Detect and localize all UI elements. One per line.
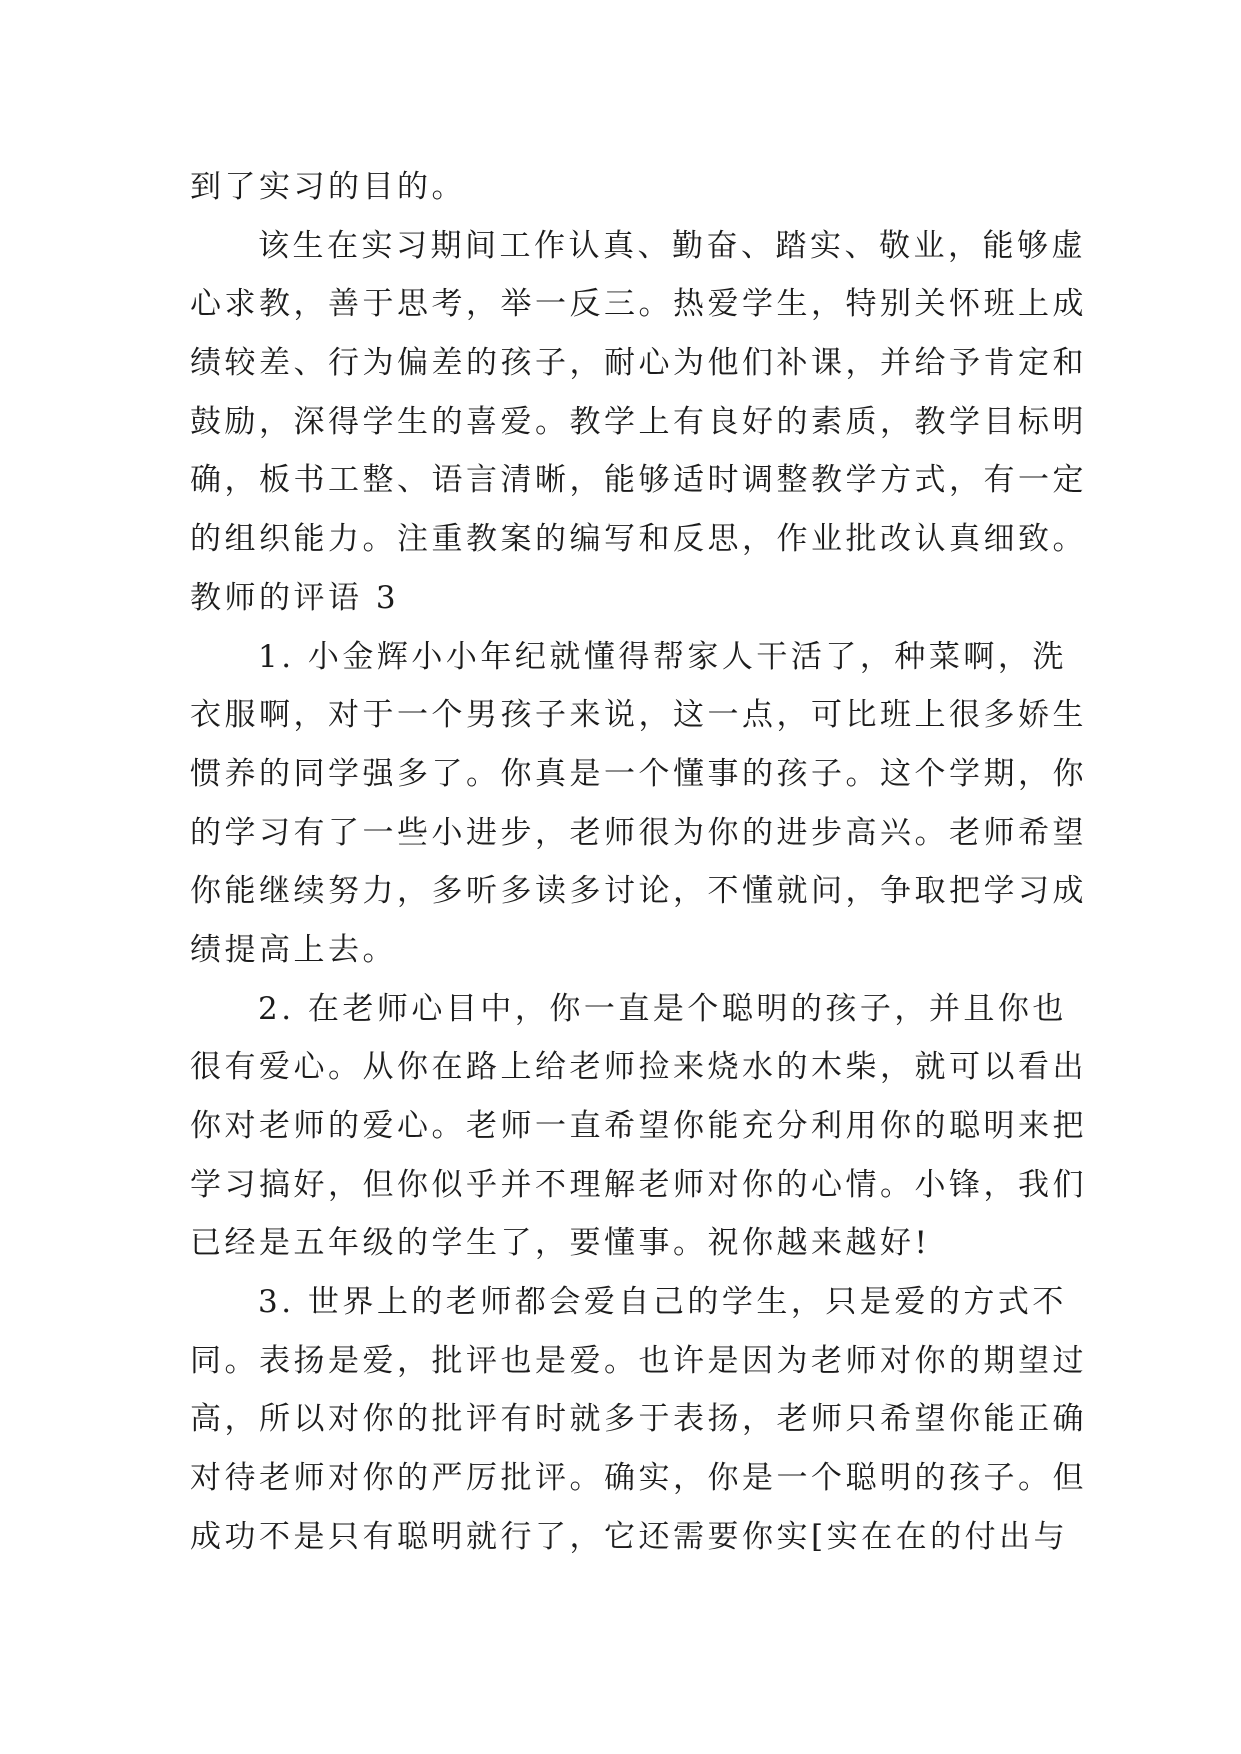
document-body — [190, 158, 1087, 1567]
text-line: 鼓励，深得学生的喜爱。教学上有良好的素质，教学目标明 — [190, 403, 1087, 440]
text-line: 很有爱心。从你在路上给老师捡来烧水的木柴，就可以看出 — [190, 1049, 1087, 1086]
text-line: 到了实习的目的。 — [190, 169, 466, 205]
text-line: 你对老师的爱心。老师一直希望你能充分利用你的聪明来把 — [190, 1108, 1087, 1144]
text-line: 同。表扬是爱，批评也是爱。也许是因为老师对你的期望过 — [190, 1342, 1087, 1379]
text-line: 确，板书工整、语言清晰，能够适时调整教学方式，有一定 — [190, 462, 1087, 499]
text-line: 绩较差、行为偏差的孩子，耐心为他们补课，并给予肯定和 — [190, 345, 1087, 382]
text-line: 对待老师对你的严厉批评。确实，你是一个聪明的孩子。但 — [190, 1460, 1087, 1497]
text-line: 你能继续努力，多听多读多讨论，不懂就问，争取把学习成 — [190, 873, 1087, 910]
text-line: 的学习有了一些小进步，老师很为你的进步高兴。老师希望 — [190, 814, 1087, 851]
text-line: 的组织能力。注重教案的编写和反思，作业批改认真细致。 — [190, 521, 1087, 558]
text-line: 成功不是只有聪明就行了，它还需要你实[实在在的付出与 — [190, 1518, 1069, 1555]
text-line: 心求教，善于思考，举一反三。热爱学生，特别关怀班上成 — [190, 286, 1087, 323]
section-heading: 教师的评语 3 — [190, 579, 400, 616]
list-item-3-start: 3. 世界上的老师都会爱自己的学生，只是爱的方式不 — [258, 1284, 1067, 1321]
paragraph-start-line: 该生在实习期间工作认真、勤奋、踏实、敬业，能够虚 — [258, 227, 1086, 264]
text-line: 衣服啊，对于一个男孩子来说，这一点，可比班上很多娇生 — [190, 697, 1087, 734]
text-line: 学习搞好，但你似乎并不理解老师对你的心情。小锋，我们 — [190, 1166, 1087, 1203]
text-line: 绩提高上去。 — [190, 931, 397, 968]
list-item-1-start: 1. 小金辉小小年纪就懂得帮家人干活了，种菜啊，洗 — [258, 638, 1067, 675]
text-line: 惯养的同学强多了。你真是一个懂事的孩子。这个学期，你 — [190, 755, 1087, 792]
text-line: 已经是五年级的学生了，要懂事。祝你越来越好! — [190, 1225, 931, 1262]
list-item-2-start: 2. 在老师心目中，你一直是个聪明的孩子，并且你也 — [258, 990, 1067, 1027]
text-line: 高，所以对你的批评有时就多于表扬，老师只希望你能正确 — [190, 1401, 1087, 1438]
